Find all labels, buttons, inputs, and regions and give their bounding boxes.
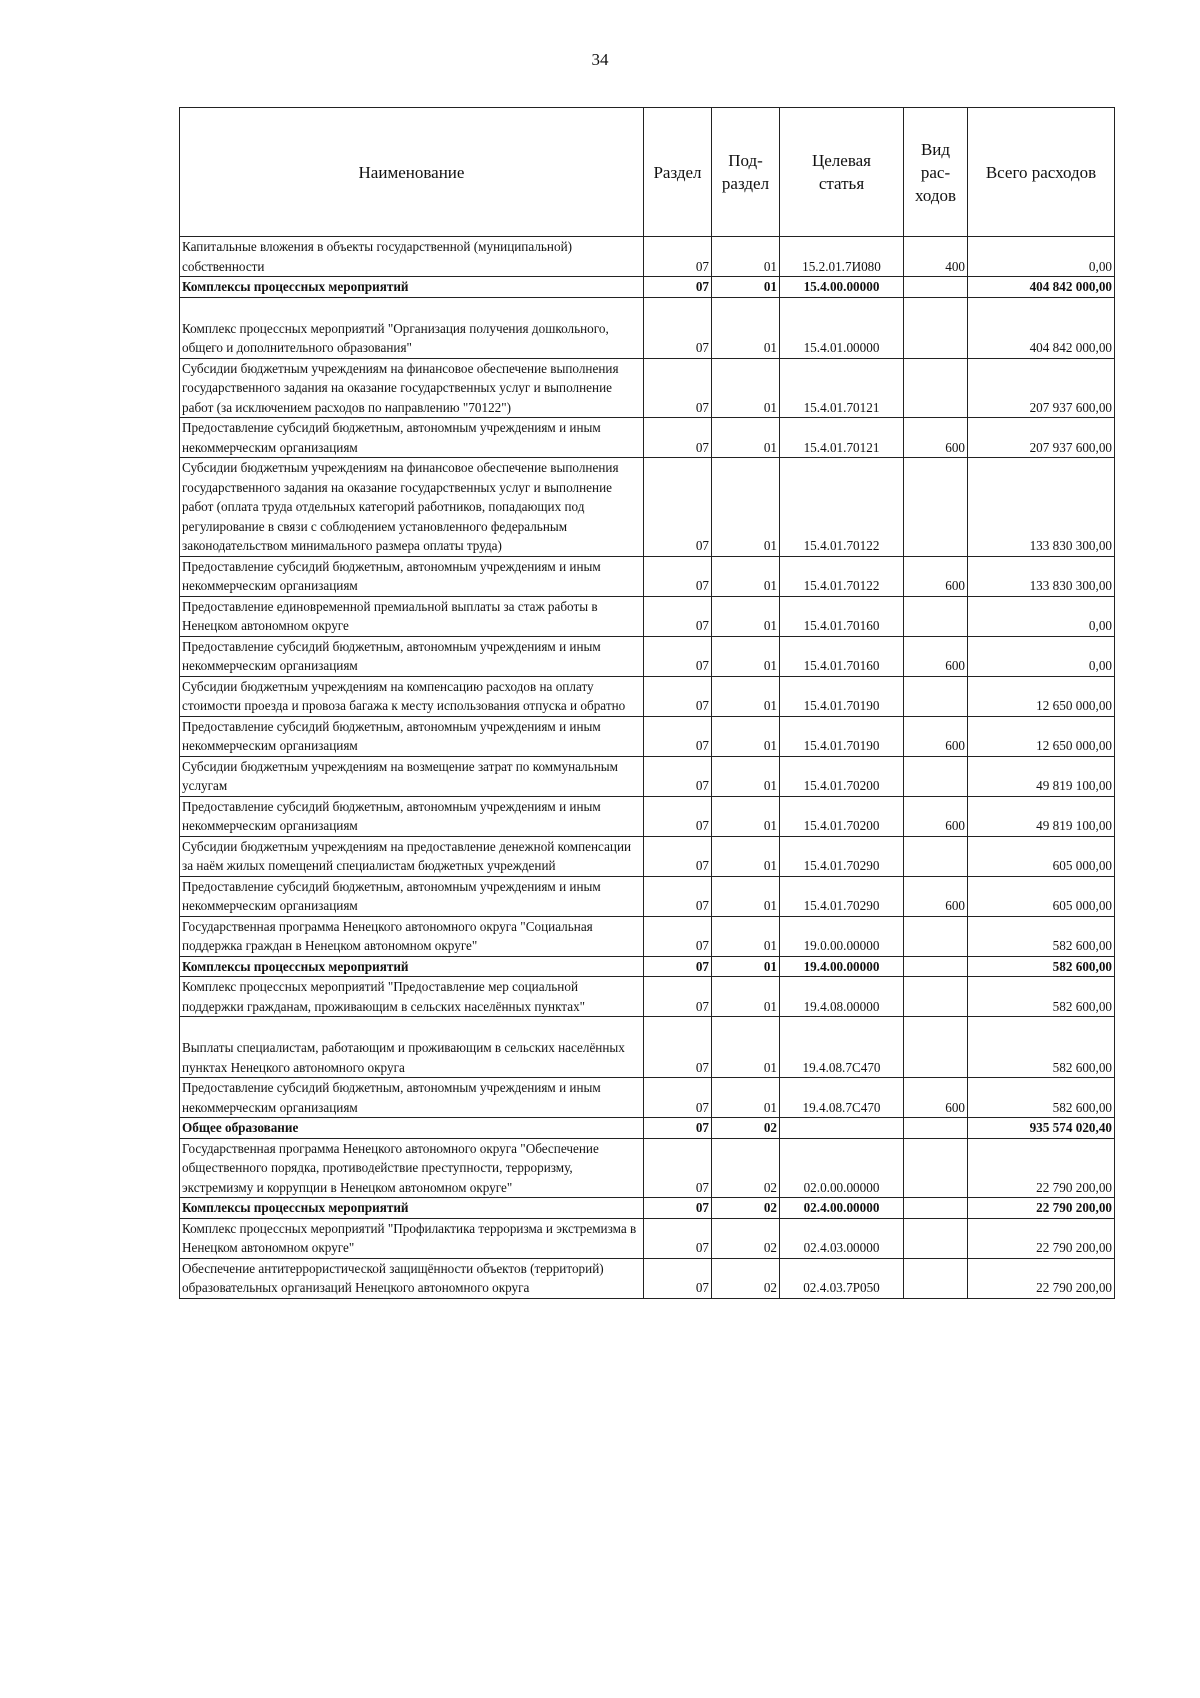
table-row — [180, 297, 1115, 358]
table-row — [180, 596, 1115, 636]
table-row — [180, 1198, 1115, 1219]
cell-total: 133 830 300,00 — [968, 556, 1115, 596]
cell-total: 582 600,00 — [968, 916, 1115, 956]
table-row — [180, 1258, 1115, 1298]
cell-subsection: 02 — [712, 1218, 780, 1258]
cell-section: 07 — [644, 1138, 712, 1198]
budget-table — [179, 107, 1115, 1299]
cell-section: 07 — [644, 1198, 712, 1219]
cell-name: Комплекс процессных мероприятий "Профилактика терроризма и экстремизма в Ненецком автономном округе" — [180, 1218, 644, 1258]
cell-target-article: 15.4.00.00000 — [780, 277, 904, 298]
header-name: Наименование — [180, 108, 644, 237]
cell-target-article: 15.4.01.70290 — [780, 836, 904, 876]
table-row — [180, 956, 1115, 977]
cell-section: 07 — [644, 716, 712, 756]
cell-section: 07 — [644, 676, 712, 716]
cell-total: 133 830 300,00 — [968, 458, 1115, 557]
cell-target-article: 15.4.01.70160 — [780, 636, 904, 676]
cell-expense-type — [904, 1218, 968, 1258]
cell-total: 22 790 200,00 — [968, 1218, 1115, 1258]
cell-total: 207 937 600,00 — [968, 358, 1115, 418]
cell-total: 0,00 — [968, 636, 1115, 676]
cell-subsection: 01 — [712, 596, 780, 636]
cell-name: Выплаты специалистам, работающим и проживающим в сельских населённых пунктах Ненецкого автономного округа — [180, 1017, 644, 1078]
table-row — [180, 556, 1115, 596]
cell-target-article: 15.4.01.70122 — [780, 556, 904, 596]
cell-total: 582 600,00 — [968, 1017, 1115, 1078]
page-number: 34 — [591, 50, 609, 69]
header-total: Всего расходов — [968, 108, 1115, 237]
cell-section: 07 — [644, 916, 712, 956]
cell-section: 07 — [644, 796, 712, 836]
cell-name: Предоставление субсидий бюджетным, автономным учреждениям и иным некоммерческим организациям — [180, 876, 644, 916]
cell-expense-type — [904, 676, 968, 716]
cell-expense-type: 600 — [904, 418, 968, 458]
cell-total: 605 000,00 — [968, 876, 1115, 916]
cell-total: 207 937 600,00 — [968, 418, 1115, 458]
table-row — [180, 1017, 1115, 1078]
table-row — [180, 418, 1115, 458]
cell-target-article: 19.0.00.00000 — [780, 916, 904, 956]
table-row — [180, 277, 1115, 298]
cell-total: 49 819 100,00 — [968, 756, 1115, 796]
cell-section: 07 — [644, 636, 712, 676]
cell-subsection: 02 — [712, 1138, 780, 1198]
cell-target-article: 15.2.01.7И080 — [780, 237, 904, 277]
table-header-row — [180, 108, 1115, 237]
cell-total: 22 790 200,00 — [968, 1198, 1115, 1219]
cell-target-article: 02.4.03.7Р050 — [780, 1258, 904, 1298]
cell-section: 07 — [644, 1218, 712, 1258]
cell-expense-type — [904, 836, 968, 876]
cell-subsection: 01 — [712, 876, 780, 916]
cell-subsection: 01 — [712, 756, 780, 796]
cell-subsection: 01 — [712, 237, 780, 277]
cell-subsection: 01 — [712, 916, 780, 956]
cell-section: 07 — [644, 556, 712, 596]
cell-target-article: 15.4.01.70190 — [780, 716, 904, 756]
cell-target-article: 15.4.01.70122 — [780, 458, 904, 557]
cell-name: Обеспечение антитеррористической защищённости объектов (территорий) образовательных организаций Ненецкого автономного округа — [180, 1258, 644, 1298]
cell-name: Предоставление субсидий бюджетным, автономным учреждениям и иным некоммерческим организациям — [180, 796, 644, 836]
table-row — [180, 1218, 1115, 1258]
cell-total: 0,00 — [968, 237, 1115, 277]
cell-target-article: 15.4.01.70121 — [780, 418, 904, 458]
cell-total: 49 819 100,00 — [968, 796, 1115, 836]
cell-section: 07 — [644, 1258, 712, 1298]
cell-target-article: 15.4.01.70200 — [780, 796, 904, 836]
cell-subsection: 02 — [712, 1118, 780, 1139]
cell-section: 07 — [644, 297, 712, 358]
cell-name: Комплекс процессных мероприятий "Предоставление мер социальной поддержки гражданам, проживающим в сельских населённых пунктах" — [180, 977, 644, 1017]
cell-name: Комплексы процессных мероприятий — [180, 956, 644, 977]
cell-name: Комплекс процессных мероприятий "Организация получения дошкольного, общего и дополнительного образования" — [180, 297, 644, 358]
cell-target-article: 15.4.01.70200 — [780, 756, 904, 796]
cell-subsection: 01 — [712, 956, 780, 977]
cell-subsection: 01 — [712, 1017, 780, 1078]
table-body — [180, 237, 1115, 1299]
cell-subsection: 02 — [712, 1258, 780, 1298]
cell-name: Субсидии бюджетным учреждениям на предоставление денежной компенсации за наём жилых помещений специалистам бюджетных учреждений — [180, 836, 644, 876]
cell-target-article: 02.4.00.00000 — [780, 1198, 904, 1219]
cell-total: 582 600,00 — [968, 956, 1115, 977]
cell-total: 22 790 200,00 — [968, 1138, 1115, 1198]
cell-target-article — [780, 1118, 904, 1139]
cell-expense-type — [904, 977, 968, 1017]
cell-section: 07 — [644, 756, 712, 796]
cell-expense-type: 600 — [904, 876, 968, 916]
cell-expense-type — [904, 1258, 968, 1298]
cell-total: 404 842 000,00 — [968, 297, 1115, 358]
cell-target-article: 19.4.08.00000 — [780, 977, 904, 1017]
cell-target-article: 19.4.08.7С470 — [780, 1078, 904, 1118]
cell-section: 07 — [644, 418, 712, 458]
header-expense-type: Вид рас- ходов — [904, 108, 968, 237]
cell-subsection: 01 — [712, 418, 780, 458]
cell-expense-type — [904, 756, 968, 796]
cell-expense-type: 600 — [904, 716, 968, 756]
table-row — [180, 977, 1115, 1017]
cell-target-article: 15.4.01.00000 — [780, 297, 904, 358]
cell-expense-type — [904, 596, 968, 636]
cell-name: Субсидии бюджетным учреждениям на возмещение затрат по коммунальным услугам — [180, 756, 644, 796]
table-row — [180, 1078, 1115, 1118]
cell-expense-type — [904, 358, 968, 418]
header-subsection: Под- раздел — [712, 108, 780, 237]
cell-section: 07 — [644, 358, 712, 418]
cell-total: 22 790 200,00 — [968, 1258, 1115, 1298]
cell-total: 582 600,00 — [968, 977, 1115, 1017]
table-row — [180, 676, 1115, 716]
table-row — [180, 237, 1115, 277]
cell-subsection: 01 — [712, 297, 780, 358]
cell-total: 0,00 — [968, 596, 1115, 636]
table-row — [180, 836, 1115, 876]
cell-expense-type — [904, 297, 968, 358]
cell-name: Капитальные вложения в объекты государственной (муниципальной) собственности — [180, 237, 644, 277]
cell-section: 07 — [644, 836, 712, 876]
cell-total: 12 650 000,00 — [968, 676, 1115, 716]
table-row — [180, 1118, 1115, 1139]
cell-total: 404 842 000,00 — [968, 277, 1115, 298]
table-row — [180, 756, 1115, 796]
cell-name: Государственная программа Ненецкого автономного округа "Социальная поддержка граждан в Ненецком автономном округе" — [180, 916, 644, 956]
cell-name: Общее образование — [180, 1118, 644, 1139]
table-row — [180, 1138, 1115, 1198]
cell-total: 605 000,00 — [968, 836, 1115, 876]
cell-name: Комплексы процессных мероприятий — [180, 1198, 644, 1219]
cell-section: 07 — [644, 237, 712, 277]
cell-expense-type — [904, 916, 968, 956]
cell-name: Предоставление субсидий бюджетным, автономным учреждениям и иным некоммерческим организациям — [180, 418, 644, 458]
cell-target-article: 15.4.01.70121 — [780, 358, 904, 418]
cell-subsection: 01 — [712, 556, 780, 596]
cell-name: Субсидии бюджетным учреждениям на финансовое обеспечение выполнения государственного задания на оказание государственных услуг и выполнение работ (за исключением расходов по направлению "70122") — [180, 358, 644, 418]
table-row — [180, 796, 1115, 836]
table-row — [180, 358, 1115, 418]
cell-section: 07 — [644, 596, 712, 636]
cell-section: 07 — [644, 876, 712, 916]
cell-target-article: 15.4.01.70190 — [780, 676, 904, 716]
cell-expense-type: 600 — [904, 556, 968, 596]
cell-name: Предоставление единовременной премиальной выплаты за стаж работы в Ненецком автономном округе — [180, 596, 644, 636]
cell-total: 582 600,00 — [968, 1078, 1115, 1118]
table-row — [180, 916, 1115, 956]
cell-name: Предоставление субсидий бюджетным, автономным учреждениям и иным некоммерческим организациям — [180, 716, 644, 756]
cell-target-article: 02.0.00.00000 — [780, 1138, 904, 1198]
table-row — [180, 458, 1115, 557]
cell-expense-type — [904, 956, 968, 977]
cell-section: 07 — [644, 1017, 712, 1078]
cell-section: 07 — [644, 956, 712, 977]
cell-subsection: 01 — [712, 1078, 780, 1118]
cell-subsection: 01 — [712, 277, 780, 298]
cell-expense-type — [904, 1017, 968, 1078]
cell-section: 07 — [644, 277, 712, 298]
cell-expense-type: 400 — [904, 237, 968, 277]
cell-target-article: 15.4.01.70160 — [780, 596, 904, 636]
cell-name: Предоставление субсидий бюджетным, автономным учреждениям и иным некоммерческим организациям — [180, 556, 644, 596]
cell-subsection: 01 — [712, 716, 780, 756]
cell-expense-type — [904, 458, 968, 557]
cell-name: Предоставление субсидий бюджетным, автономным учреждениям и иным некоммерческим организациям — [180, 1078, 644, 1118]
cell-section: 07 — [644, 1118, 712, 1139]
cell-expense-type: 600 — [904, 1078, 968, 1118]
cell-section: 07 — [644, 1078, 712, 1118]
cell-subsection: 01 — [712, 636, 780, 676]
cell-name: Субсидии бюджетным учреждениям на компенсацию расходов на оплату стоимости проезда и провоза багажа к месту использования отпуска и обратно — [180, 676, 644, 716]
cell-name: Предоставление субсидий бюджетным, автономным учреждениям и иным некоммерческим организациям — [180, 636, 644, 676]
cell-expense-type: 600 — [904, 796, 968, 836]
header-target-article: Целевая статья — [780, 108, 904, 237]
cell-target-article: 02.4.03.00000 — [780, 1218, 904, 1258]
cell-subsection: 01 — [712, 977, 780, 1017]
cell-total: 12 650 000,00 — [968, 716, 1115, 756]
cell-section: 07 — [644, 977, 712, 1017]
table-row — [180, 636, 1115, 676]
cell-target-article: 15.4.01.70290 — [780, 876, 904, 916]
cell-section: 07 — [644, 458, 712, 557]
cell-subsection: 01 — [712, 836, 780, 876]
table-row — [180, 876, 1115, 916]
cell-expense-type — [904, 1118, 968, 1139]
cell-total: 935 574 020,40 — [968, 1118, 1115, 1139]
cell-expense-type: 600 — [904, 636, 968, 676]
cell-expense-type — [904, 1138, 968, 1198]
cell-name: Комплексы процессных мероприятий — [180, 277, 644, 298]
cell-expense-type — [904, 1198, 968, 1219]
cell-name: Субсидии бюджетным учреждениям на финансовое обеспечение выполнения государственного задания на оказание государственных услуг и выполнение работ (оплата труда отдельных категорий работников, попадающих под регулирование в связи с соблюдением установленного федеральным законодательством минимального размера оплаты труда) — [180, 458, 644, 557]
cell-expense-type — [904, 277, 968, 298]
cell-subsection: 01 — [712, 676, 780, 716]
cell-target-article: 19.4.00.00000 — [780, 956, 904, 977]
cell-target-article: 19.4.08.7С470 — [780, 1017, 904, 1078]
cell-subsection: 02 — [712, 1198, 780, 1219]
cell-subsection: 01 — [712, 458, 780, 557]
cell-name: Государственная программа Ненецкого автономного округа "Обеспечение общественного порядка, противодействие преступности, терроризму, экстремизму и коррупции в Ненецком автономном округе" — [180, 1138, 644, 1198]
cell-subsection: 01 — [712, 358, 780, 418]
cell-subsection: 01 — [712, 796, 780, 836]
table-row — [180, 716, 1115, 756]
header-section: Раздел — [644, 108, 712, 237]
